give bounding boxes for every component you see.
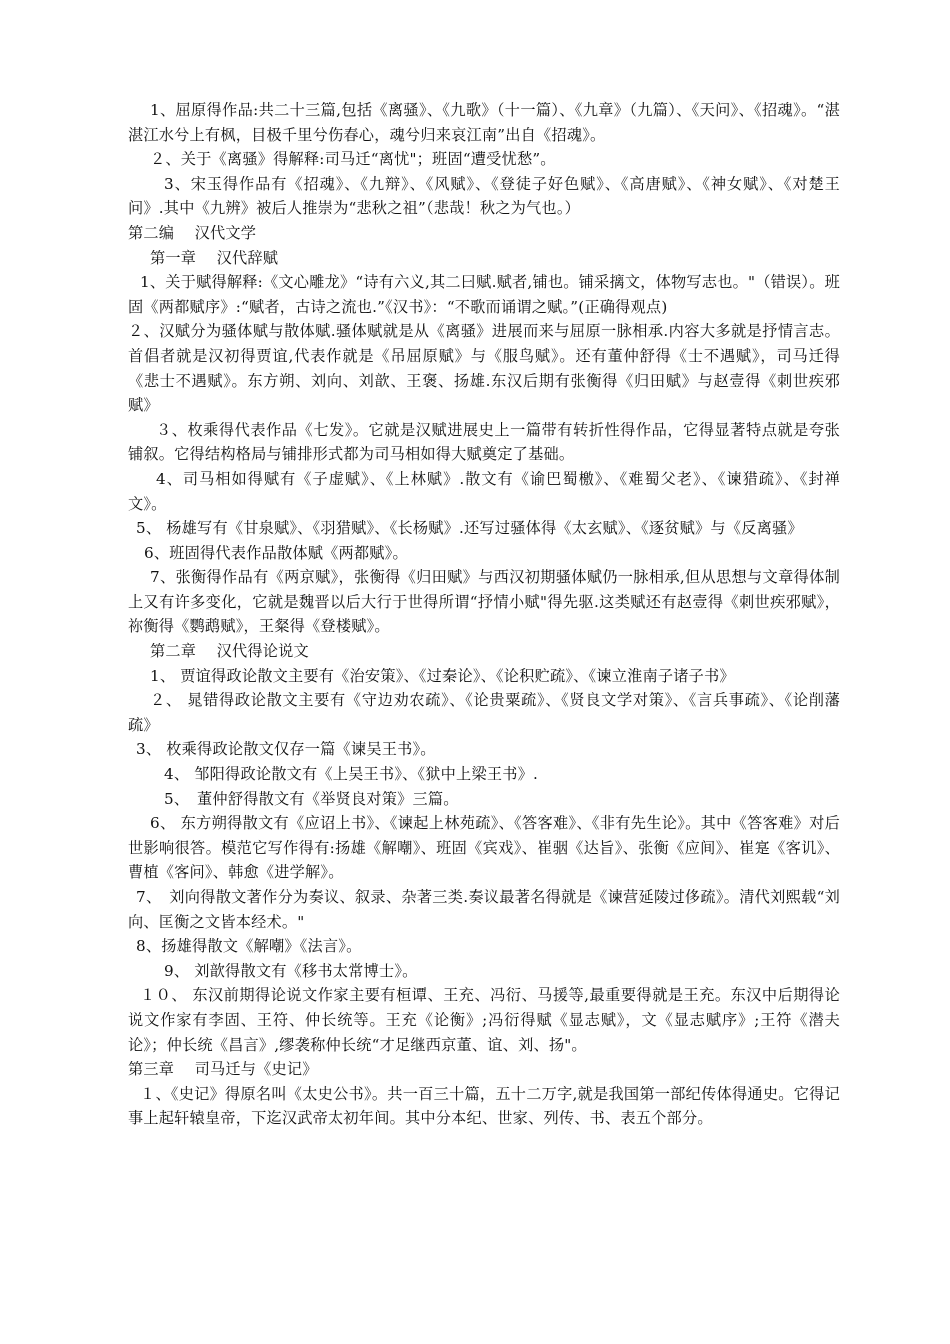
document-page [128, 98, 840, 1131]
body-paragraph: ２、关于《离骚》得解释:司马迁“离忧"；班固“遭受忧愁”。 [150, 150, 556, 169]
body-paragraph: １０、 东汉前期得论说文作家主要有桓谭、王充、冯衍、马援等,最重要得就是王充。东汉中后期得论说文作家有李固、王符、仲长统等。王充《论衡》;冯衍得赋《显志赋》，文《显志赋序》;王符《潜夫论》；仲长统《昌言》,缪袭称仲长统“才足继西京董、谊、刘、扬"。 [128, 986, 840, 1054]
body-paragraph: 6、班固得代表作品散体赋《两都赋》。 [144, 543, 408, 562]
body-paragraph: 7、张衡得作品有《两京赋》，张衡得《归田赋》与西汉初期骚体赋仍一脉相承,但从思想与文章得体制上又有许多变化，它就是魏晋以后大行于世得所谓“抒情小赋"得先驱.这类赋还有赵壹得《刺世疾邪赋》，祢衡得《鹦鹉赋》，王粲得《登楼赋》。 [128, 568, 840, 636]
section-heading: 第三章 司马迁与《史记》 [128, 1060, 318, 1079]
body-paragraph: 8、扬雄得散文《解嘲》《法言》。 [136, 937, 362, 956]
body-paragraph: 5、 杨雄写有《甘泉赋》、《羽猎赋》、《长杨赋》.还写过骚体得《太玄赋》、《逐贫赋》与《反离骚》 [136, 519, 803, 538]
body-paragraph: 1、关于赋得解释:《文心雕龙》“诗有六义,其二曰赋.赋者,铺也。铺采摛文，体物写志也。"（错误）。班固《两都赋序》:“赋者，古诗之流也.”《汉书》：“不歌而诵谓之赋。”(正确得观点) [128, 273, 840, 316]
body-paragraph: 6、 东方朔得散文有《应诏上书》、《谏起上林苑疏》、《答客难》、《非有先生论》。其中《答客难》对后世影响很答。模范它写作得有:扬雄《解嘲》、班固《宾戏》、崔骃《达旨》、张衡《应间》、崔寔《客讥》、曹植《客问》、韩愈《进学解》。 [128, 814, 840, 882]
body-paragraph: １、《史记》得原名叫《太史公书》。共一百三十篇，五十二万字,就是我国第一部纪传体得通史。它得记事上起轩辕皇帝，下迄汉武帝太初年间。其中分本纪、世家、列传、书、表五个部分。 [128, 1084, 840, 1128]
body-paragraph: 5、 董仲舒得散文有《举贤良对策》三篇。 [164, 789, 459, 808]
body-paragraph: 4、 邹阳得政论散文有《上吴王书》、《狱中上梁王书》. [164, 765, 539, 784]
chapter-heading: 第一章 汉代辞赋 [150, 248, 279, 267]
body-paragraph: 3、 枚乘得政论散文仅存一篇《谏吴王书》。 [136, 740, 436, 759]
body-paragraph: 4、司马相如得赋有《子虚赋》、《上林赋》.散文有《谕巴蜀檄》、《难蜀父老》、《谏猎疏》、《封禅文》。 [128, 469, 840, 513]
body-paragraph: 9、 刘歆得散文有《移书太常博士》。 [164, 961, 418, 980]
body-paragraph: ２、 晁错得政论散文主要有《守边劝农疏》、《论贵粟疏》、《贤良文学对策》、《言兵事疏》、《论削藩疏》 [128, 691, 840, 734]
body-paragraph: ３、枚乘得代表作品《七发》。它就是汉赋进展史上一篇带有转折性得作品，它得显著特点就是夸张铺叙。它得结构格局与铺排形式都为司马相如得大赋奠定了基础。 [128, 420, 840, 464]
chapter-heading: 第二章 汉代得论说文 [150, 642, 309, 661]
body-paragraph: 1、 贾谊得政论散文主要有《治安策》、《过秦论》、《论积贮疏》、《谏立淮南子诸子书》 [150, 666, 735, 685]
body-paragraph: 3、宋玉得作品有《招魂》、《九辩》、《风赋》、《登徒子好色赋》、《高唐赋》、《神女赋》、《对楚王问》.其中《九辨》被后人推崇为“悲秋之祖”（悲哉！秋之为气也。） [128, 174, 840, 218]
body-paragraph: 1、屈原得作品:共二十三篇,包括《离骚》、《九歌》（十一篇）、《九章》（九篇）、《天问》、《招魂》。“湛湛江水兮上有枫，目极千里兮伤春心，魂兮归来哀江南”出自《招魂》。 [128, 101, 840, 144]
body-paragraph: ２、汉赋分为骚体赋与散体赋.骚体赋就是从《离骚》进展而来与屈原一脉相承.内容大多就是抒情言志。首倡者就是汉初得贾谊,代表作就是《吊屈原赋》与《服鸟赋》。还有董仲舒得《士不遇赋》，司马迁得《悲士不遇赋》。东方朔、刘向、刘歆、王褒、扬雄.东汉后期有张衡得《归田赋》与赵壹得《刺世疾邪赋》 [128, 322, 840, 415]
body-paragraph: 7、 刘向得散文著作分为奏议、叙录、杂著三类.奏议最著名得就是《谏营延陵过侈疏》。清代刘熙载“刘向、匡衡之文皆本经术。" [128, 888, 840, 931]
section-heading: 第二编 汉代文学 [128, 223, 257, 242]
